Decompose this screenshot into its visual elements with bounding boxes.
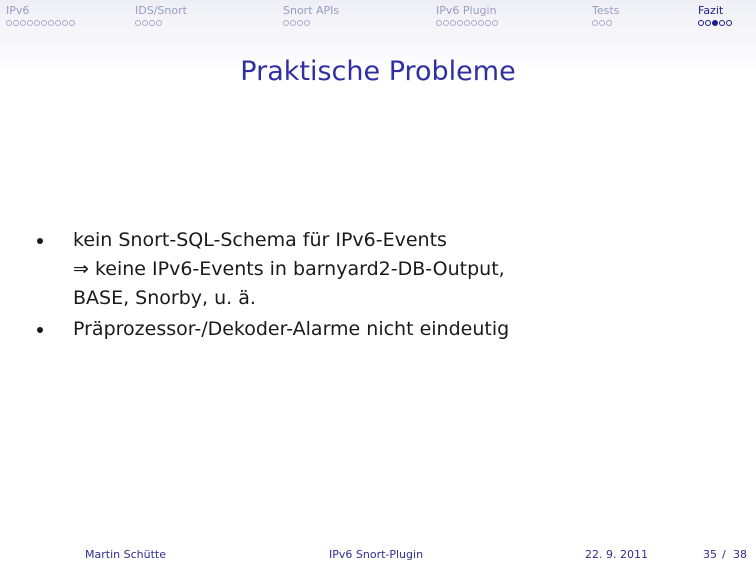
frame-dot-icon[interactable] <box>478 20 484 26</box>
frame-dot-icon[interactable] <box>464 20 470 26</box>
nav-section-ipv6[interactable] <box>6 4 75 26</box>
frame-dot-icon[interactable] <box>304 20 310 26</box>
frame-dot-icon[interactable] <box>492 20 498 26</box>
footer-author: Martin Schütte <box>85 548 166 561</box>
frame-dot-icon[interactable] <box>698 20 704 26</box>
frame-dot-icon[interactable] <box>599 20 605 26</box>
frame-dot-icon[interactable] <box>20 20 26 26</box>
frame-dot-icon[interactable] <box>485 20 491 26</box>
bullet-item <box>37 226 727 313</box>
frame-dot-icon[interactable] <box>726 20 732 26</box>
slide-title: Praktische Probleme <box>240 56 516 87</box>
frame-dot-icon[interactable] <box>48 20 54 26</box>
bullet-item <box>37 315 727 344</box>
frame-dot-icon[interactable] <box>149 20 155 26</box>
bullet-line: ⇒ keine IPv6-Events in barnyard2-DB-Output, <box>73 258 505 280</box>
frame-dot-icon[interactable] <box>297 20 303 26</box>
slide-footer <box>0 544 756 567</box>
frame-dot-icon[interactable] <box>27 20 33 26</box>
frame-dot-icon[interactable] <box>443 20 449 26</box>
frame-dot-icon[interactable] <box>290 20 296 26</box>
nav-section-label: IPv6 <box>6 4 30 17</box>
footer-page-separator: / <box>722 548 726 561</box>
frame-dot-icon[interactable] <box>41 20 47 26</box>
frame-dot-icon[interactable] <box>450 20 456 26</box>
nav-section-snort-apis[interactable] <box>283 4 339 26</box>
nav-section-dots <box>283 20 339 26</box>
frame-dot-icon[interactable] <box>135 20 141 26</box>
nav-section-dots <box>135 20 187 26</box>
nav-section-ids-snort[interactable] <box>135 4 187 26</box>
frame-dot-icon[interactable] <box>471 20 477 26</box>
nav-section-label: IPv6 Plugin <box>436 4 497 17</box>
frame-dot-icon[interactable] <box>62 20 68 26</box>
nav-section-fazit[interactable] <box>698 4 732 26</box>
footer-page-current: 35 <box>703 548 717 561</box>
frame-dot-icon[interactable] <box>283 20 289 26</box>
bullet-line: Präprozessor-/Dekoder-Alarme nicht eindeutig <box>73 318 510 340</box>
footer-date: 22. 9. 2011 <box>585 548 648 561</box>
slide-content <box>37 226 727 344</box>
frame-dot-icon[interactable] <box>156 20 162 26</box>
frame-dot-icon[interactable] <box>6 20 12 26</box>
nav-section-label: Fazit <box>698 4 724 17</box>
frame-dot-icon[interactable] <box>436 20 442 26</box>
footer-talk-title: IPv6 Snort-Plugin <box>329 548 424 561</box>
nav-section-tests[interactable] <box>592 4 619 26</box>
bullet-dot-icon <box>37 327 43 333</box>
nav-section-dots <box>6 20 75 26</box>
frame-dot-icon[interactable] <box>142 20 148 26</box>
nav-section-label: Snort APIs <box>283 4 340 17</box>
footer-page-total: 38 <box>733 548 747 561</box>
nav-section-dots <box>592 20 619 26</box>
frame-dot-icon[interactable] <box>34 20 40 26</box>
bullet-line: kein Snort-SQL-Schema für IPv6-Events <box>73 229 447 251</box>
nav-section-label: Tests <box>592 4 620 17</box>
frame-dot-icon[interactable] <box>705 20 711 26</box>
bullet-dot-icon <box>37 238 43 244</box>
frame-dot-icon[interactable] <box>457 20 463 26</box>
frame-dot-icon[interactable] <box>55 20 61 26</box>
frame-dot-icon[interactable] <box>69 20 75 26</box>
nav-section-dots <box>698 20 732 26</box>
nav-section-ipv6-plugin[interactable] <box>436 4 498 26</box>
nav-section-label: IDS/Snort <box>135 4 187 17</box>
frame-dot-icon[interactable] <box>592 20 598 26</box>
frame-dot-icon[interactable] <box>719 20 725 26</box>
nav-section-dots <box>436 20 498 26</box>
frame-dot-icon[interactable] <box>606 20 612 26</box>
section-navigation <box>0 0 756 34</box>
frame-dot-icon[interactable] <box>13 20 19 26</box>
frame-dot-current-icon[interactable] <box>712 20 718 26</box>
bullet-line: BASE, Snorby, u. ä. <box>73 287 256 309</box>
